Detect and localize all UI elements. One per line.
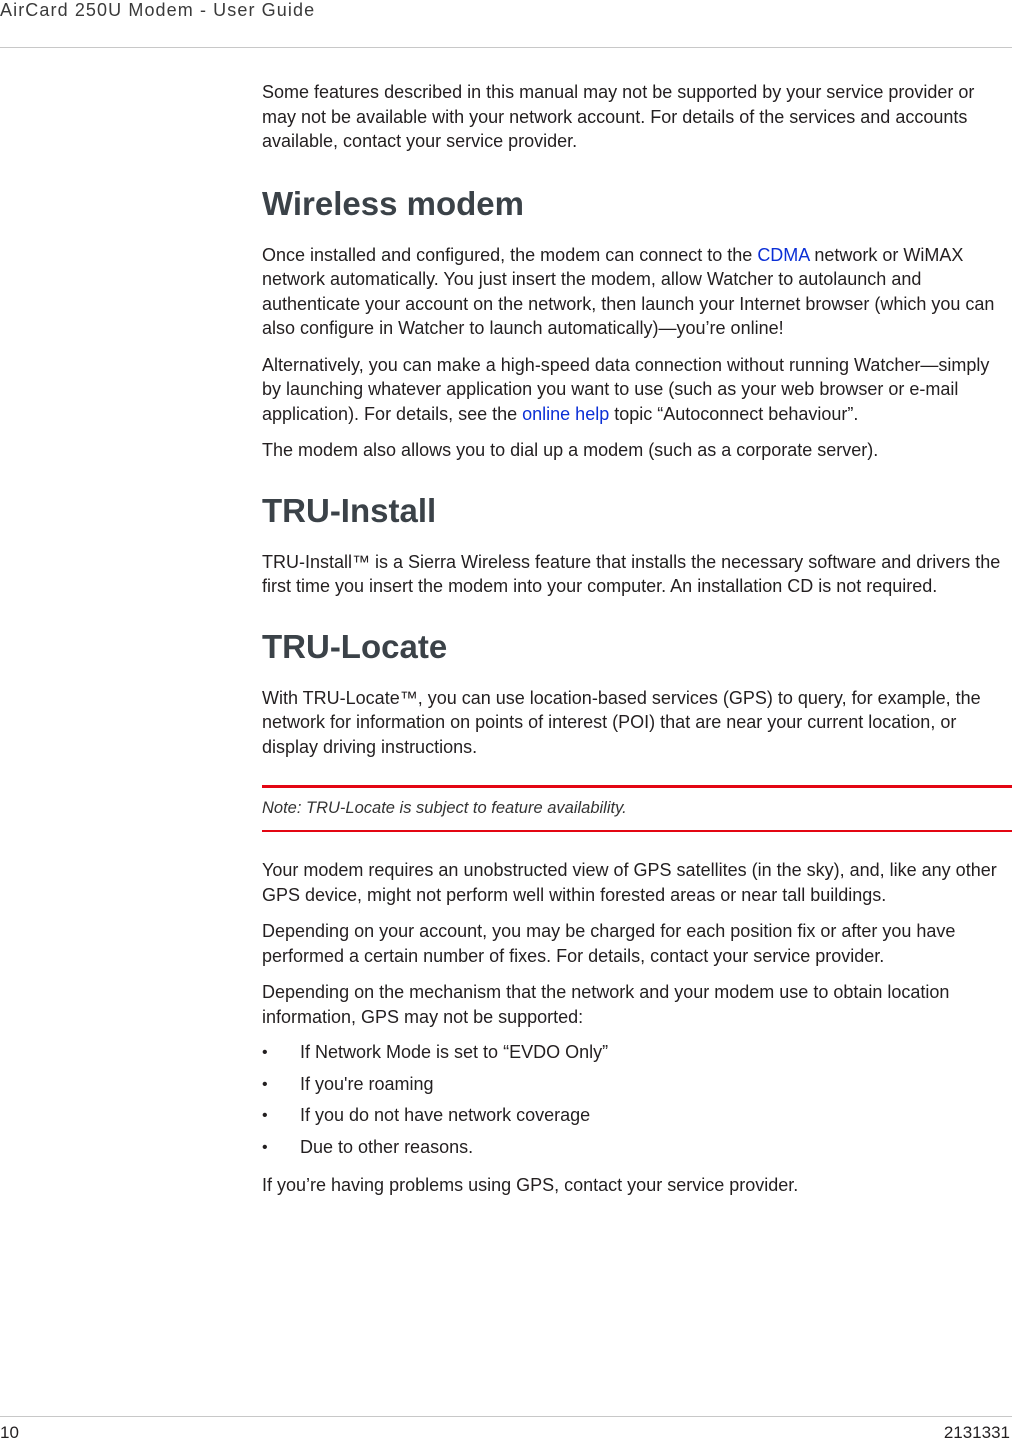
section-heading-tru-locate: TRU-Locate (262, 627, 448, 665)
list-item (262, 1100, 1012, 1132)
tru-install-paragraph: TRU-Install™ is a Sierra Wireless feature that installs the necessary software and drivers the first time you insert the modem into your computer. An installation CD is not required. (262, 551, 1001, 596)
text-run: Alternatively, you can make a high-speed data connection without running Watcher—simply by launching whatever application you want to use (such as your web browser or e-mail application). For details, see the (262, 354, 990, 424)
intro-paragraph: Some features described in this manual may not be supported by your service provider or may not be available with your network account. For details of the services and accounts available, contact your service provider. (262, 82, 975, 151)
list-item-text: If you're roaming (300, 1073, 434, 1094)
gps-unsupported-list (262, 1037, 1012, 1163)
bullet-icon: • (262, 1138, 268, 1156)
tru-locate-paragraph-1: With TRU-Locate™, you can use location-based services (GPS) to query, for example, the network for information on points of interest (POI) that are near your current location, or display driving instructions. (262, 687, 981, 757)
text-run: topic “Autoconnect behaviour”. (609, 403, 859, 424)
online-help-link[interactable]: online help (522, 403, 610, 424)
bullet-icon: • (262, 1107, 268, 1124)
header-divider (0, 47, 1012, 48)
document-number: 2131331 (943, 1423, 1010, 1442)
text-run: network or WiMAX network automatically. You just insert the modem, allow Watcher to autolaunch and authenticate your account on the network, then launch your Internet browser (which you can also configure in Watcher to launch automatically)—you’re online! (262, 244, 995, 338)
footer-divider (0, 1416, 1012, 1417)
page-content (262, 80, 1012, 1210)
list-item-text: Due to other reasons. (300, 1136, 474, 1157)
running-header: AirCard 250U Modem - User Guide (0, 0, 316, 20)
bullet-icon: • (262, 1044, 268, 1061)
note-box (262, 785, 1012, 832)
tru-locate-paragraph-5: If you’re having problems using GPS, contact your service provider. (262, 1175, 799, 1195)
list-item-text: If Network Mode is set to “EVDO Only” (300, 1042, 609, 1062)
section-heading-tru-install: TRU-Install (262, 491, 437, 529)
wireless-modem-paragraph-2 (262, 353, 1012, 427)
section-heading-wireless-modem: Wireless modem (262, 184, 524, 222)
text-run: Once installed and configured, the modem can connect to the (262, 244, 758, 265)
tru-locate-paragraph-2: Your modem requires an unobstructed view of GPS satellites (in the sky), and, like any other GPS device, might not perform well within forested areas or near tall buildings. (262, 860, 997, 905)
note-text: Note: TRU-Locate is subject to feature availability. (262, 799, 627, 817)
page-number: 10 (0, 1423, 19, 1442)
tru-locate-paragraph-4: Depending on the mechanism that the network and your modem use to obtain location information, GPS may not be supported: (262, 982, 950, 1027)
list-item (262, 1132, 1012, 1164)
list-item (262, 1069, 1012, 1101)
wireless-modem-paragraph-1 (262, 243, 1012, 341)
bullet-icon: • (262, 1075, 268, 1093)
list-item-text: If you do not have network coverage (300, 1105, 591, 1125)
tru-locate-paragraph-3: Depending on your account, you may be charged for each position fix or after you have performed a certain number of fixes. For details, contact your service provider. (262, 921, 956, 966)
list-item (262, 1037, 1012, 1069)
wireless-modem-paragraph-3: The modem also allows you to dial up a modem (such as a corporate server). (262, 440, 879, 460)
cdma-link[interactable]: CDMA (757, 244, 810, 265)
